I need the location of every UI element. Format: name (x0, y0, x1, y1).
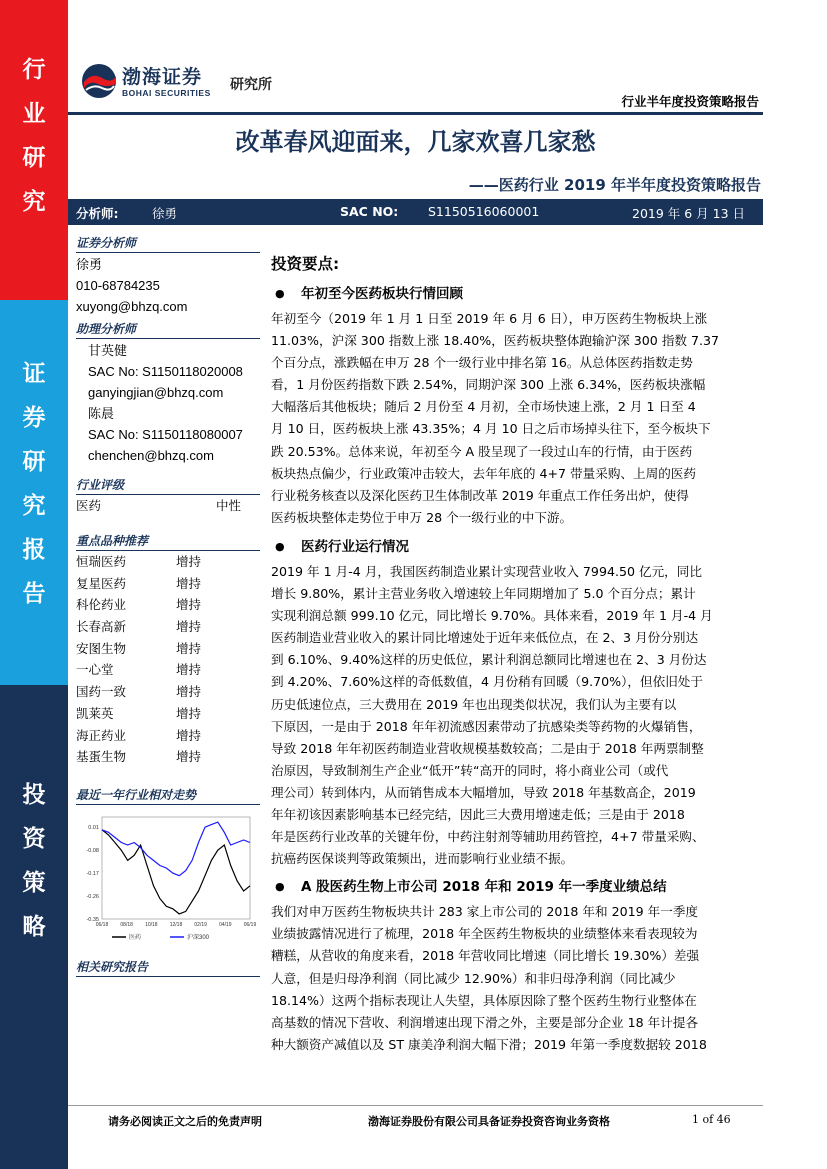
report-type: 行业半年度投资策略报告 (621, 94, 759, 109)
analyst-line: 徐勇 (76, 257, 103, 272)
text-line: 板块热点偏少，行业政策冲击较大，去年年底的 4+7 带量采购、上周的医药 (271, 465, 696, 481)
pick-rating: 增持 (176, 554, 202, 569)
related-reports-section (76, 958, 260, 977)
assistant-section (76, 320, 260, 466)
analyst-phone: 010-68784235 (76, 278, 160, 293)
y-tick-label: -0.17 (86, 871, 99, 878)
picks-heading: 重点品种推荐 (76, 532, 260, 551)
text-line: 大幅落后其他板块；随后 2 月份至 4 月初，全市场快速上涨，2 月 1 日至 4 (271, 399, 696, 415)
text-line: 年是医药行业改革的关键年份，中药注射剂等辅助用药管控，4+7 带量采购、 (271, 829, 705, 845)
pick-rating: 增持 (176, 684, 202, 700)
x-tick-label: 02/19 (194, 922, 207, 928)
text-line: 行业税务核查以及深化医药卫生体制改革 2019 年重点工作任务出炉，使得 (271, 487, 689, 503)
rating-value: 中性 (216, 498, 242, 513)
assistant-sac: SAC No: S1150118020008 (88, 364, 243, 379)
text-line: 历史低速位点，三大费用在 2019 年也出现类似状况，我们认为主要有以 (271, 696, 677, 712)
main-content (271, 252, 762, 1056)
text-line: 年年初该因素影响基本已经完结，因此三大费用增速走低；三是由于 2018 (271, 806, 685, 822)
band-char: 究 (22, 188, 46, 215)
x-tick-label: 06/18 (95, 922, 109, 928)
x-tick-label: 04/19 (219, 922, 232, 928)
band-securities-report (0, 300, 68, 685)
text-line: 导致 2018 年年初医药制造业营收规模基数较高；二是由于 2018 年两票制整 (271, 740, 704, 756)
text-line: 糟糕，从营收的角度来看，2018 年营收同比增速（同比增长 19.30%）差强 (271, 948, 700, 964)
text-line: 11.03%，沪深 300 指数上涨 18.40%，医药板块整体跑输沪深 300 指数 7.37 (271, 333, 720, 349)
text-line: 看，1 月份医药指数下跌 2.54%，同期沪深 300 上涨 6.34%，医药板块涨幅 (271, 377, 706, 393)
pick-name: 基蛋生物 (76, 749, 127, 765)
pick-row (76, 638, 260, 660)
header-rule (68, 112, 763, 115)
legend-label: 沪深300 (187, 935, 210, 941)
text-line: 抗癌药医保谈判等政策频出，进而影响行业业绩不振。 (271, 851, 574, 867)
band-char: 券 (22, 404, 46, 431)
trend-chart-section (76, 786, 260, 952)
page-title: 改革春风迎面来，几家欢喜几家愁 (235, 127, 596, 156)
analyst-heading: 证券分析师 (76, 234, 260, 253)
chart-heading: 最近一年行业相对走势 (76, 786, 260, 805)
text-line: 跌 20.53%。总体来说，年初至今 A 股呈现了一段过山车的行情，由于医药 (271, 443, 693, 459)
disclaimer-note: 请务必阅读正文之后的免责声明 (108, 1115, 262, 1128)
text-line: 到 6.10%、9.40%这样的历史低位，累计利润总额同比增速也在 2、3 月份达 (271, 652, 707, 668)
text-line: 18.14%）这两个指标表现让人失望，具体原因除了整个医药生物行业整体在 (271, 992, 697, 1008)
analyst-section (76, 234, 260, 317)
y-tick-label: -0.08 (86, 848, 99, 855)
x-tick-label: 06/19 (243, 922, 257, 928)
logo-chinese: 渤海证券 (122, 66, 203, 88)
assistant-name: 陈晨 (88, 406, 115, 421)
band-char: 报 (22, 536, 46, 563)
report-date: 2019 年 6 月 13 日 (632, 206, 746, 221)
assistant-name: 甘英健 (88, 343, 128, 358)
pick-row (76, 659, 260, 681)
section-heading: ● 医药行业运行情况 (271, 533, 762, 561)
band-char: 资 (22, 825, 46, 852)
text-line: 治原因，导致制剂生产企业“低开”转“高开的同时，将小商业公司（或代 (271, 762, 669, 778)
analyst-label: 分析师: (76, 206, 119, 221)
pick-row (76, 616, 260, 638)
text-line: 我们对申万医药生物板块共计 283 家上市公司的 2018 年和 2019 年一季度 (271, 904, 699, 920)
relative-trend-chart (76, 809, 260, 949)
band-investment-strategy (0, 685, 68, 1169)
key-points-heading: 投资要点: (271, 255, 340, 273)
y-tick-label: 0.01 (88, 825, 99, 832)
section-heading: ● A 股医药生物上市公司 2018 年和 2019 年一季度业绩总结 (271, 873, 762, 901)
pick-name: 复星医药 (76, 575, 127, 591)
band-char: 投 (22, 781, 46, 808)
pick-rating: 增持 (176, 640, 202, 656)
pick-row (76, 681, 260, 703)
institute-label: 研究所 (230, 77, 272, 93)
footer-rule (68, 1105, 763, 1106)
pick-name: 一心堂 (76, 662, 114, 678)
legend-label: 医药 (129, 935, 142, 941)
band-char: 业 (22, 100, 46, 127)
rating-heading: 行业评级 (76, 476, 260, 495)
band-char: 研 (22, 144, 46, 171)
band-char: 究 (22, 492, 46, 519)
pick-rating: 增持 (176, 705, 202, 721)
text-line: 年初至今（2019 年 1 月 1 日至 2019 年 6 月 6 日），申万医药生物板块上涨 (271, 311, 708, 326)
assistant-email[interactable]: chenchen@bhzq.com (88, 448, 214, 463)
band-char: 告 (22, 580, 46, 607)
series-line (102, 822, 250, 876)
section-paragraph (271, 561, 762, 870)
page-subtitle: ——医药行业 2019 年半年度投资策略报告 (468, 176, 761, 194)
pick-row (76, 703, 260, 725)
text-line: 理公司）转到体内，从而销售成本大幅增加，导致 2018 年基数高企，2019 (271, 784, 696, 800)
band-industry-research (0, 0, 68, 300)
sac-label: SAC NO: (340, 204, 399, 219)
pick-row (76, 746, 260, 768)
sac-number: S1150516060001 (428, 204, 540, 219)
text-line: 月 10 日，医药板块上涨 43.35%；4 月 10 日之后市场掉头往下，至今板块下 (271, 421, 711, 437)
x-tick-label: 10/18 (145, 922, 158, 928)
pick-row (76, 594, 260, 616)
bohai-logo-icon (80, 62, 118, 100)
text-line: 个百分点，涨跌幅在申万 28 个一级行业中排名第 16。从总体医药指数走势 (271, 355, 693, 371)
analyst-email[interactable]: xuyong@bhzq.com (76, 299, 188, 314)
x-tick-label: 08/18 (120, 922, 133, 928)
text-line: 业绩披露情况进行了梳理，2018 年全医药生物板块的业绩整体来看表现较为 (271, 926, 698, 942)
y-tick-label: -0.26 (86, 894, 99, 901)
section-paragraph (271, 901, 762, 1056)
pick-row (76, 573, 260, 595)
bohai-logo (80, 62, 290, 102)
text-line: 种大额资产减值以及 ST 康美净利润大幅下滑；2019 年第一季度数据较 2018 (271, 1036, 707, 1052)
pick-rating: 增持 (176, 749, 202, 765)
series-line (102, 830, 250, 914)
section-heading: ● 年初至今医药板块行情回顾 (271, 280, 762, 308)
assistant-email[interactable]: ganyingjian@bhzq.com (88, 385, 224, 400)
pick-name: 科伦药业 (76, 597, 127, 613)
pick-rating: 增持 (176, 727, 202, 743)
text-line: 实现利润总额 999.10 亿元，同比增长 9.70%。具体来看，2019 年 1 月-4 月 (271, 608, 713, 624)
pick-name: 国药一致 (76, 684, 127, 700)
pick-rating: 增持 (176, 619, 202, 635)
analyst-info-bar (68, 199, 763, 225)
pick-name: 海正药业 (76, 727, 127, 743)
text-line: 下原因，一是由于 2018 年年初流感因素带动了抗感染类等药物的火爆销售， (271, 718, 702, 734)
text-line: 人意，但是归母净利润（同比减少 12.90%）和非归母净利润（同比减少 (271, 970, 676, 986)
assistant-sac: SAC No: S1150118080007 (88, 427, 243, 442)
rating-industry: 医药 (76, 498, 102, 513)
band-char: 略 (22, 913, 46, 940)
related-heading: 相关研究报告 (76, 958, 260, 977)
analyst-name: 徐勇 (152, 206, 178, 221)
rating-row (76, 495, 260, 517)
text-line: 医药板块整体走势位于申万 28 个一级行业的中下游。 (271, 509, 573, 525)
pick-name: 长春高新 (76, 619, 127, 635)
text-line: 增长 9.80%，累计主营业务收入增速较上年同期增加了 5.0 个百分点；累计 (271, 586, 696, 602)
pick-rating: 增持 (176, 575, 202, 591)
pick-rating: 增持 (176, 597, 202, 613)
picks-section (76, 532, 260, 768)
picks-list (76, 551, 260, 768)
band-char: 策 (22, 869, 46, 896)
text-line: 2019 年 1 月-4 月，我国医药制造业累计实现营业收入 7994.50 亿元，同比 (271, 563, 702, 579)
assistant-heading: 助理分析师 (76, 320, 260, 339)
pick-name: 恒瑞医药 (76, 554, 127, 569)
pick-name: 凯莱英 (76, 705, 114, 721)
pick-name: 安图生物 (76, 640, 127, 656)
x-tick-label: 12/18 (169, 922, 183, 928)
pick-row (76, 551, 260, 573)
qualification-note: 渤海证券股份有限公司具备证券投资咨询业务资格 (368, 1115, 610, 1128)
pick-row (76, 725, 260, 747)
pick-rating: 增持 (176, 662, 202, 678)
band-char: 行 (22, 56, 46, 83)
band-char: 证 (22, 360, 46, 387)
band-char: 研 (22, 448, 46, 475)
y-tick-label: -0.35 (86, 917, 99, 923)
logo-english: BOHAI SECURITIES (122, 88, 211, 98)
plot-frame (102, 817, 250, 919)
text-line: 高基数的情况下营收、利润增速出现下滑之外，主要是部分企业 18 年计提各 (271, 1014, 699, 1030)
page-number: 1 of 46 (692, 1113, 731, 1126)
rating-section (76, 476, 260, 517)
text-line: 到 4.20%、7.60%这样的奇低数值，4 月份稍有回暖（9.70%），但依旧处于 (271, 674, 703, 690)
text-line: 医药制造业营业收入的累计同比增速处于近年来低位点，在 2、3 月份分别达 (271, 630, 699, 646)
section-paragraph (271, 308, 762, 529)
